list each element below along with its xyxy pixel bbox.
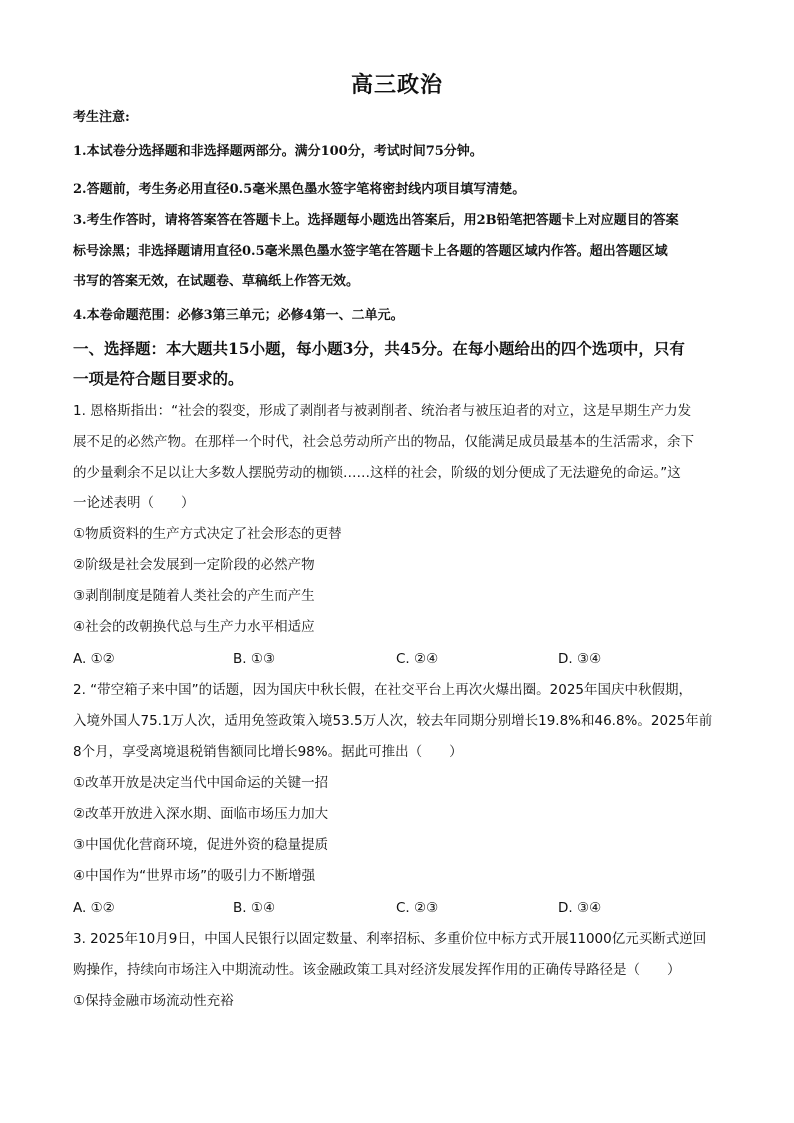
q2-statement-1: ①改革开放是决定当代中国命运的关键一招 bbox=[73, 775, 329, 791]
note-3-line-1: 3.考生作答时，请将答案答在答题卡上。选择题每小题选出答案后，用2B铅笔把答题卡上对应题目的答案 bbox=[73, 213, 679, 228]
q1-option-c[interactable]: C. ②④ bbox=[396, 651, 439, 667]
q2-stem-line-1: 2. “带空箱子来中国”的话题，因为国庆中秋长假，在社交平台上再次火爆出圈。2025年国庆中秋假期， bbox=[73, 682, 693, 698]
q1-option-b[interactable]: B. ①③ bbox=[233, 651, 276, 667]
q3-stem-line-1: 3. 2025年10月9日，中国人民银行以固定数量、利率招标、多重价位中标方式开展11000亿元买断式逆回 bbox=[73, 931, 707, 947]
q1-stem-line-2: 展不足的必然产物。在那样一个时代，社会总劳动所产出的物品，仅能满足成员最基本的生活需求，余下 bbox=[73, 434, 694, 450]
q1-statement-2: ②阶级是社会发展到一定阶段的必然产物 bbox=[73, 557, 315, 573]
q1-statement-3: ③剥削制度是随着人类社会的产生而产生 bbox=[73, 588, 315, 604]
q2-statement-4: ④中国作为“世界市场”的吸引力不断增强 bbox=[73, 868, 316, 884]
section-heading-line-2: 一项是符合题目要求的。 bbox=[73, 369, 244, 388]
q2-option-b[interactable]: B. ①④ bbox=[233, 900, 276, 916]
q2-option-c[interactable]: C. ②③ bbox=[396, 900, 439, 916]
q1-statement-1: ①物质资料的生产方式决定了社会形态的更替 bbox=[73, 526, 342, 542]
note-4: 4.本卷命题范围：必修3第三单元；必修4第一、二单元。 bbox=[73, 308, 404, 323]
notes-header: 考生注意: bbox=[73, 110, 130, 125]
q2-stem-line-2: 入境外国人75.1万人次，适用免签政策入境53.5万人次，较去年同期分别增长19.8%和46.8%。2025年前 bbox=[73, 713, 713, 729]
note-3-line-2: 标号涂黑；非选择题请用直径0.5毫米黑色墨水签字笔在答题卡上各题的答题区域内作答。超出答题区域 bbox=[73, 244, 668, 259]
q1-option-d[interactable]: D. ③④ bbox=[558, 651, 602, 667]
q1-stem-line-1: 1. 恩格斯指出：“社会的裂变，形成了剥削者与被剥削者、统治者与被压迫者的对立，这是早期生产力发 bbox=[73, 403, 692, 419]
note-3-line-3: 书写的答案无效，在试题卷、草稿纸上作答无效。 bbox=[73, 274, 360, 289]
q1-stem-line-3: 的少量剩余不足以让大多数人摆脱劳动的枷锁……这样的社会，阶级的划分便成了无法避免的命运。”这 bbox=[73, 465, 681, 481]
note-1: 1.本试卷分选择题和非选择题两部分。满分100分，考试时间75分钟。 bbox=[73, 144, 483, 159]
q2-option-d[interactable]: D. ③④ bbox=[558, 900, 602, 916]
q1-stem-line-4: 一论述表明（ ） bbox=[73, 495, 195, 511]
q2-option-a[interactable]: A. ①② bbox=[73, 900, 115, 916]
q1-option-a[interactable]: A. ①② bbox=[73, 651, 115, 667]
note-2: 2.答题前，考生务必用直径0.5毫米黑色墨水签字笔将密封线内项目填写清楚。 bbox=[73, 182, 526, 197]
q2-stem-line-3: 8个月，享受离境退税销售额同比增长98%。据此可推出（ ） bbox=[73, 744, 463, 760]
q2-statement-2: ②改革开放进入深水期、面临市场压力加大 bbox=[73, 806, 329, 822]
q2-statement-3: ③中国优化营商环境，促进外资的稳量提质 bbox=[73, 837, 329, 853]
q1-statement-4: ④社会的改朝换代总与生产力水平相适应 bbox=[73, 619, 315, 635]
page-title: 高三政治 bbox=[350, 72, 443, 98]
section-heading-line-1: 一、选择题：本大题共15小题，每小题3分，共45分。在每小题给出的四个选项中，只有 bbox=[73, 339, 685, 358]
q3-statement-1: ①保持金融市场流动性充裕 bbox=[73, 993, 234, 1009]
q3-stem-line-2: 购操作，持续向市场注入中期流动性。该金融政策工具对经济发展发挥作用的正确传导路径是（ ） bbox=[73, 962, 681, 978]
